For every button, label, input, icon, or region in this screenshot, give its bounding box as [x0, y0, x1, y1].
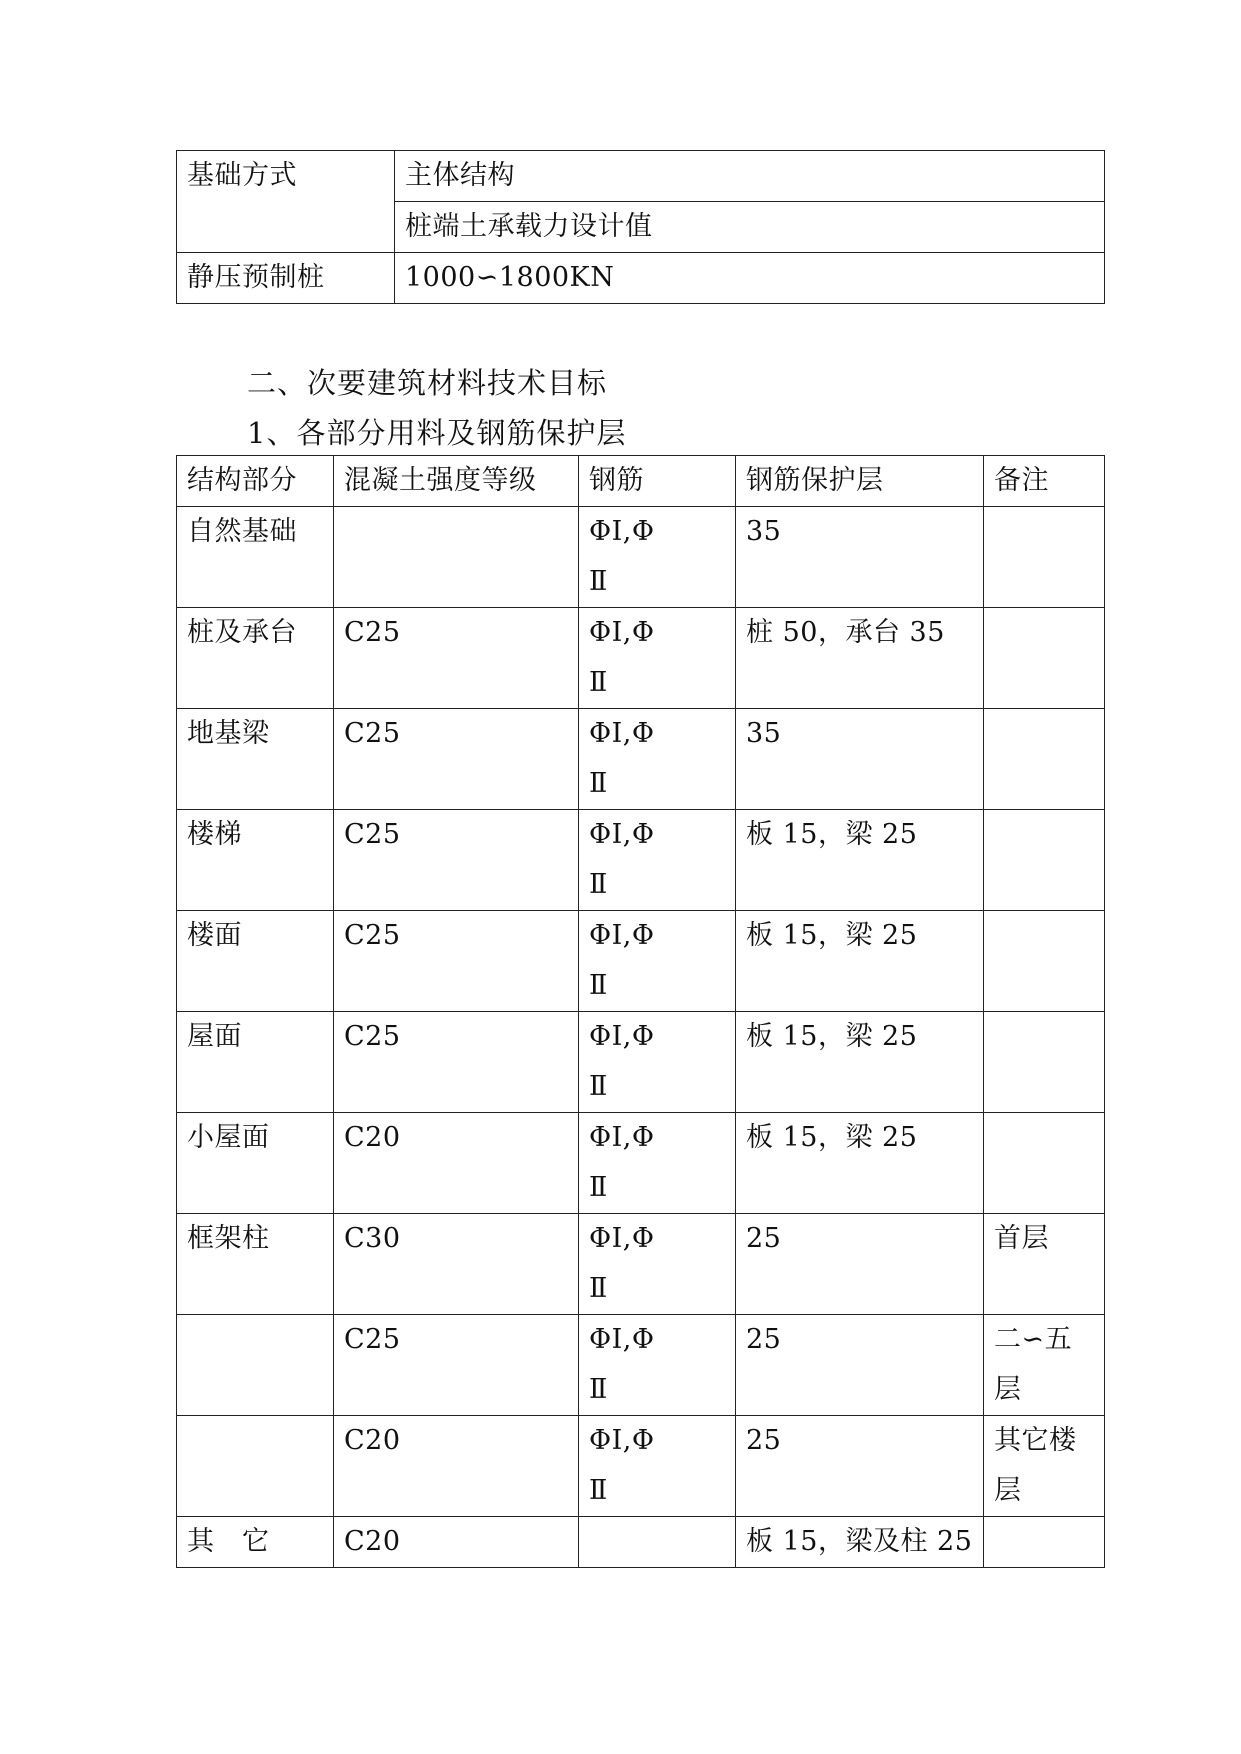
table-row [177, 1416, 1105, 1517]
structure-part-cell: 地基梁 [177, 709, 334, 810]
pile-type-cell: 静压预制桩 [177, 253, 395, 304]
table-row [177, 1315, 1105, 1416]
table-row [177, 1113, 1105, 1214]
concrete-grade-cell: C25 [334, 810, 579, 911]
rebar-cell: ΦⅠ,Φ Ⅱ [579, 1113, 736, 1214]
rebar-cell: ΦⅠ,Φ Ⅱ [579, 1214, 736, 1315]
remarks-cell: 首层 [984, 1214, 1105, 1315]
structure-part-cell [177, 1315, 334, 1416]
remarks-cell: 二∽五 层 [984, 1315, 1105, 1416]
rebar-cell: ΦⅠ,Φ Ⅱ [579, 507, 736, 608]
rebar-cell: ΦⅠ,Φ Ⅱ [579, 911, 736, 1012]
rebar-cover-cell: 35 [736, 709, 984, 810]
materials-table-header-row [177, 456, 1105, 507]
table-row [177, 911, 1105, 1012]
rebar-cover-cell: 25 [736, 1315, 984, 1416]
rebar-cell: ΦⅠ,Φ Ⅱ [579, 1416, 736, 1517]
rebar-cell: ΦⅠ,Φ Ⅱ [579, 1012, 736, 1113]
materials-table [176, 455, 1105, 1568]
foundation-table-row [177, 151, 1105, 202]
bearing-capacity-header: 桩端土承载力设计值 [395, 202, 1105, 253]
table-row [177, 608, 1105, 709]
remarks-cell [984, 709, 1105, 810]
rebar-cover-cell: 板 15，梁 25 [736, 911, 984, 1012]
structure-part-cell [177, 1416, 334, 1517]
rebar-cover-cell: 25 [736, 1416, 984, 1517]
remarks-cell [984, 810, 1105, 911]
rebar-cover-cell: 板 15，梁 25 [736, 810, 984, 911]
remarks-cell [984, 507, 1105, 608]
foundation-method-header: 基础方式 [177, 151, 395, 253]
concrete-grade-cell: C25 [334, 1012, 579, 1113]
table-row [177, 709, 1105, 810]
rebar-cover-cell: 板 15，梁及柱 25 [736, 1517, 984, 1568]
table-row [177, 1214, 1105, 1315]
concrete-grade-cell: C25 [334, 911, 579, 1012]
subsection-heading: 1、各部分用料及钢筋保护层 [247, 416, 627, 450]
bearing-capacity-value: 1000∽1800KN [395, 253, 1105, 304]
rebar-cell: ΦⅠ,Φ Ⅱ [579, 810, 736, 911]
concrete-grade-cell: C25 [334, 608, 579, 709]
foundation-table-row [177, 253, 1105, 304]
header-concrete-grade: 混凝土强度等级 [334, 456, 579, 507]
rebar-cell [579, 1517, 736, 1568]
concrete-grade-cell: C30 [334, 1214, 579, 1315]
header-remarks: 备注 [984, 456, 1105, 507]
rebar-cover-cell: 桩 50，承台 35 [736, 608, 984, 709]
rebar-cover-cell: 板 15，梁 25 [736, 1012, 984, 1113]
structure-part-cell: 楼梯 [177, 810, 334, 911]
rebar-cover-cell: 35 [736, 507, 984, 608]
table-row [177, 507, 1105, 608]
table-row [177, 1517, 1105, 1568]
header-structure-part: 结构部分 [177, 456, 334, 507]
table-row [177, 1012, 1105, 1113]
structure-part-cell: 小屋面 [177, 1113, 334, 1214]
concrete-grade-cell: C20 [334, 1416, 579, 1517]
remarks-cell [984, 911, 1105, 1012]
rebar-cell: ΦⅠ,Φ Ⅱ [579, 608, 736, 709]
concrete-grade-cell: C25 [334, 709, 579, 810]
structure-part-cell: 框架柱 [177, 1214, 334, 1315]
remarks-cell [984, 1113, 1105, 1214]
structure-part-cell: 楼面 [177, 911, 334, 1012]
concrete-grade-cell: C20 [334, 1517, 579, 1568]
table-row [177, 810, 1105, 911]
concrete-grade-cell [334, 507, 579, 608]
remarks-cell [984, 608, 1105, 709]
section-heading: 二、次要建筑材料技术目标 [247, 366, 608, 400]
structure-part-cell: 桩及承台 [177, 608, 334, 709]
rebar-cell: ΦⅠ,Φ Ⅱ [579, 709, 736, 810]
concrete-grade-cell: C20 [334, 1113, 579, 1214]
structure-part-cell: 其 它 [177, 1517, 334, 1568]
main-structure-header: 主体结构 [395, 151, 1105, 202]
rebar-cell: ΦⅠ,Φ Ⅱ [579, 1315, 736, 1416]
rebar-cover-cell: 板 15，梁 25 [736, 1113, 984, 1214]
header-rebar: 钢筋 [579, 456, 736, 507]
structure-part-cell: 屋面 [177, 1012, 334, 1113]
rebar-cover-cell: 25 [736, 1214, 984, 1315]
foundation-table [176, 150, 1105, 304]
remarks-cell [984, 1517, 1105, 1568]
concrete-grade-cell: C25 [334, 1315, 579, 1416]
remarks-cell: 其它楼 层 [984, 1416, 1105, 1517]
structure-part-cell: 自然基础 [177, 507, 334, 608]
header-rebar-cover: 钢筋保护层 [736, 456, 984, 507]
remarks-cell [984, 1012, 1105, 1113]
